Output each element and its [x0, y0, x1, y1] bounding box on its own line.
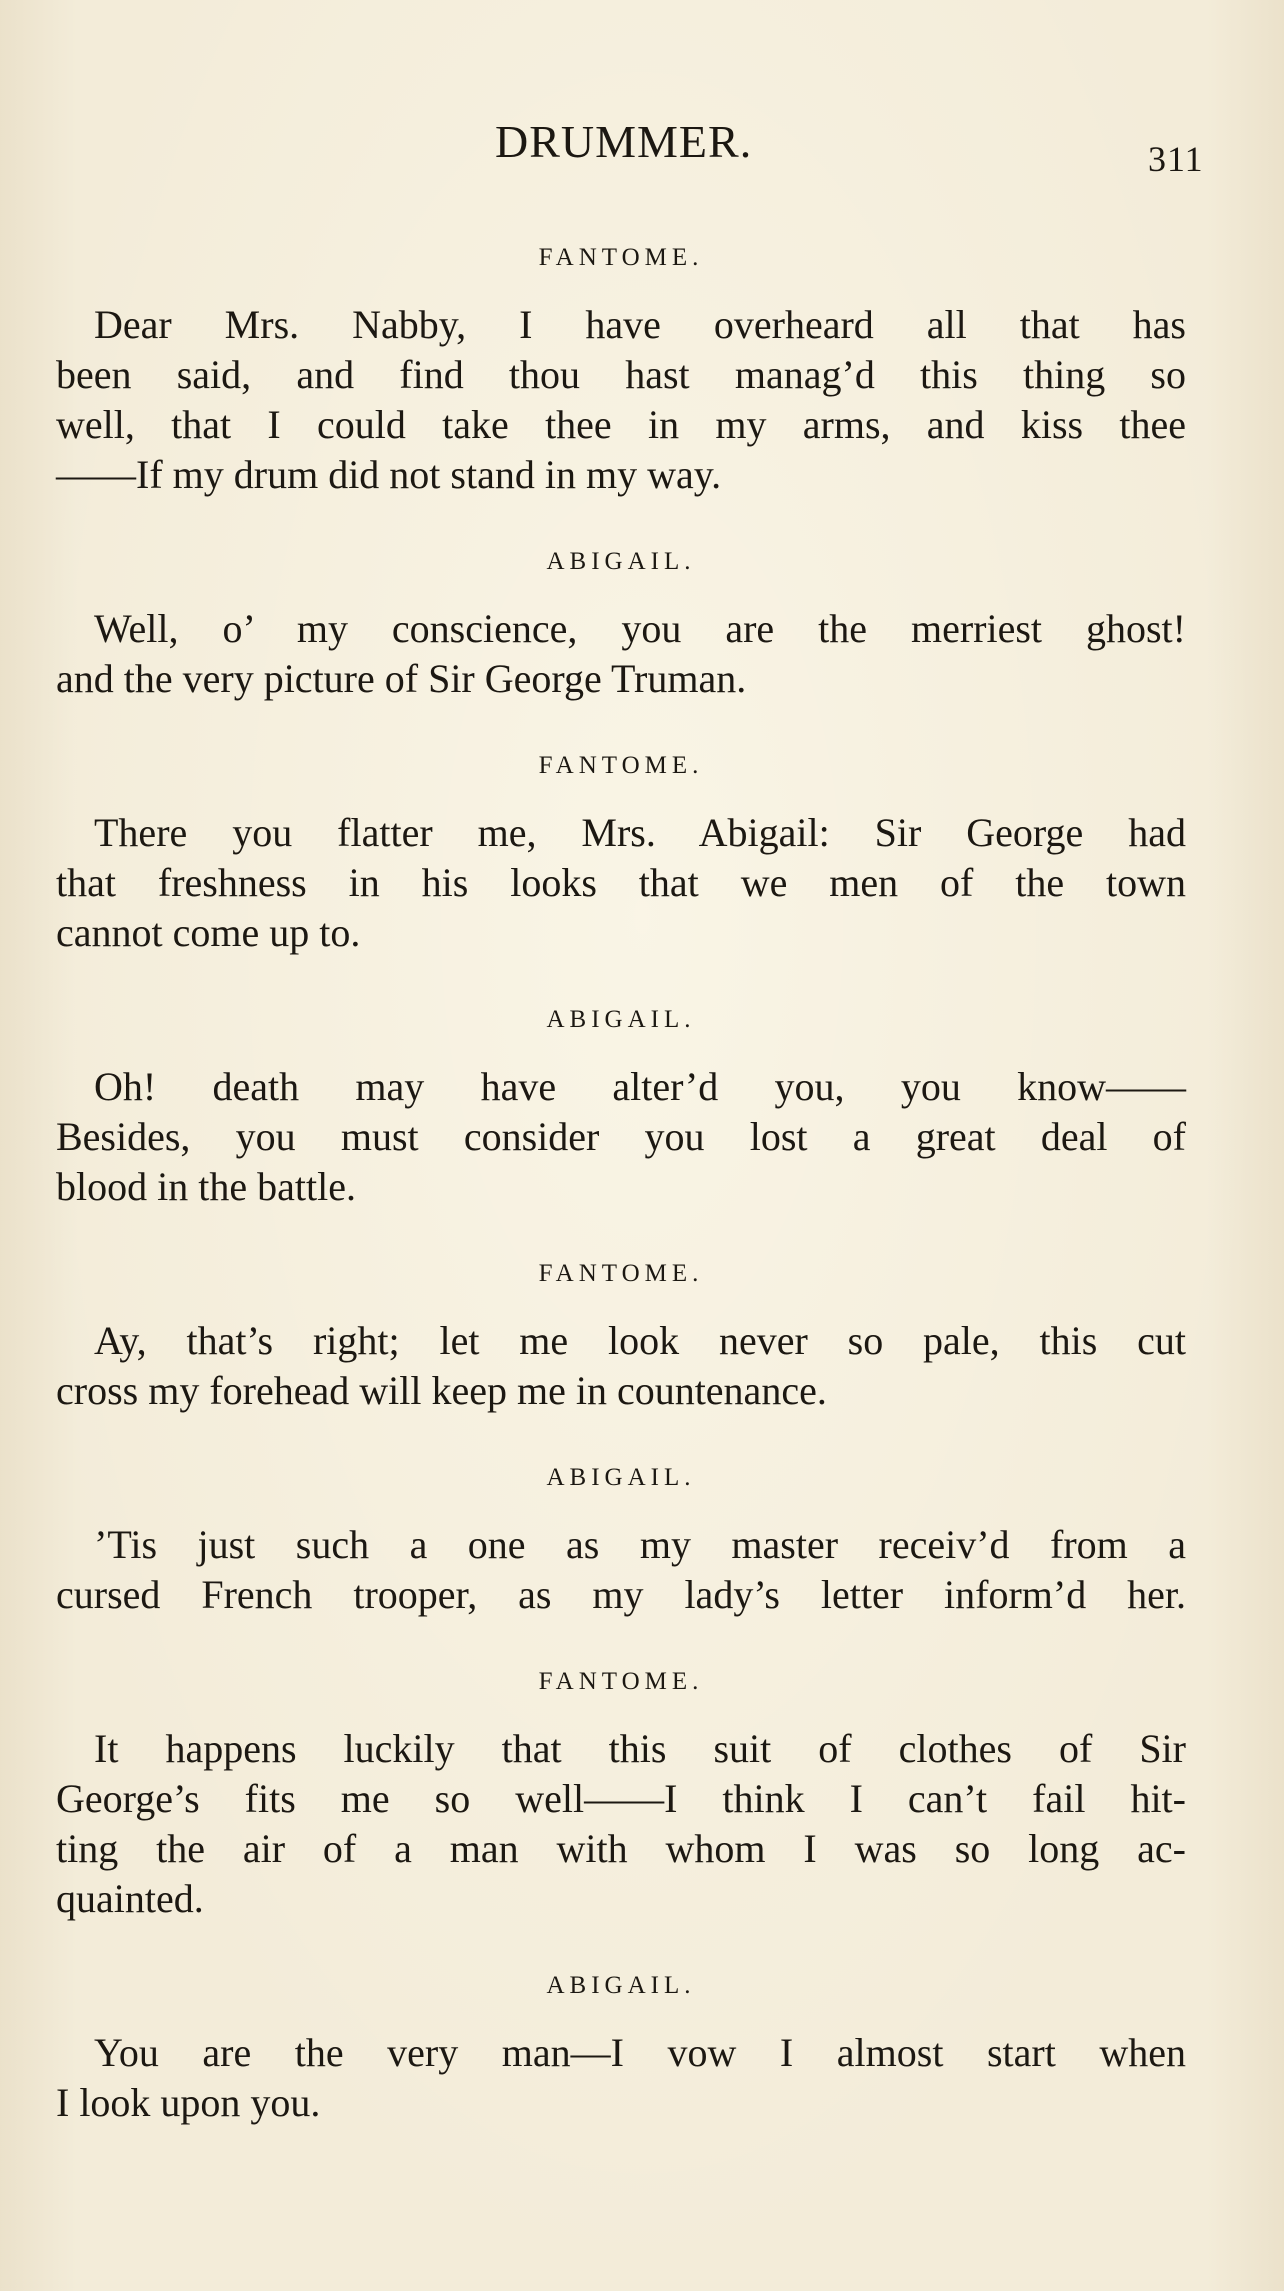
text-line: ting the air of a man with whom I was so long ac-	[56, 1826, 1186, 1871]
text-line: Ay, that’s right; let me look never so pale, this cut	[94, 1318, 1186, 1363]
speech-abigail-3	[56, 1458, 1186, 1620]
text-line: blood in the battle.	[56, 1164, 356, 1209]
text-line: Oh! death may have alter’d you, you know——	[94, 1064, 1186, 1109]
text-line: You are the very man—I vow I almost start when	[94, 2030, 1186, 2075]
dialogue-text	[56, 238, 1186, 2128]
speech-abigail-2	[56, 1000, 1186, 1212]
speech-fantome-4	[56, 1662, 1186, 1924]
speech-fantome-3	[56, 1254, 1186, 1416]
speaker-name: ABIGAIL.	[546, 1972, 696, 1999]
text-line: George’s fits me so well——I think I can’t fail hit-	[56, 1776, 1186, 1821]
text-line: Dear Mrs. Nabby, I have overheard all that has	[94, 302, 1186, 347]
text-line: ’Tis just such a one as my master receiv’d from a	[94, 1522, 1186, 1567]
speaker-name: FANTOME.	[538, 1260, 704, 1287]
speech-abigail-1	[56, 542, 1186, 704]
text-line: cannot come up to.	[56, 910, 361, 955]
text-line: been said, and find thou hast manag’d this thing so	[56, 352, 1186, 397]
speaker-name: ABIGAIL.	[546, 548, 696, 575]
text-line: ——If my drum did not stand in my way.	[56, 452, 722, 497]
text-line: that freshness in his looks that we men of the town	[56, 860, 1186, 905]
text-line: cursed French trooper, as my lady’s letter inform’d her.	[56, 1572, 1186, 1617]
text-line: It happens luckily that this suit of clothes of Sir	[94, 1726, 1186, 1771]
text-line: Besides, you must consider you lost a great deal of	[56, 1114, 1186, 1159]
running-head	[0, 112, 1284, 179]
speaker-name: FANTOME.	[538, 1668, 704, 1695]
speech-fantome-2	[56, 746, 1186, 958]
text-line: quainted.	[56, 1876, 204, 1921]
speaker-name: ABIGAIL.	[546, 1464, 696, 1491]
text-line: Well, o’ my conscience, you are the merriest ghost!	[94, 606, 1186, 651]
text-line: There you flatter me, Mrs. Abigail: Sir George had	[94, 810, 1186, 855]
speech-abigail-4	[56, 1966, 1186, 2128]
text-line: I look upon you.	[56, 2080, 321, 2125]
text-line: cross my forehead will keep me in countenance.	[56, 1368, 827, 1413]
text-line: well, that I could take thee in my arms, and kiss thee	[56, 402, 1186, 447]
page-number: 311	[1148, 139, 1204, 179]
running-title: DRUMMER.	[495, 116, 753, 167]
text-line: and the very picture of Sir George Truman.	[56, 656, 747, 701]
speech-fantome-1	[56, 238, 1186, 500]
speaker-name: ABIGAIL.	[546, 1006, 696, 1033]
speaker-name: FANTOME.	[538, 752, 704, 779]
speaker-name: FANTOME.	[538, 244, 704, 271]
